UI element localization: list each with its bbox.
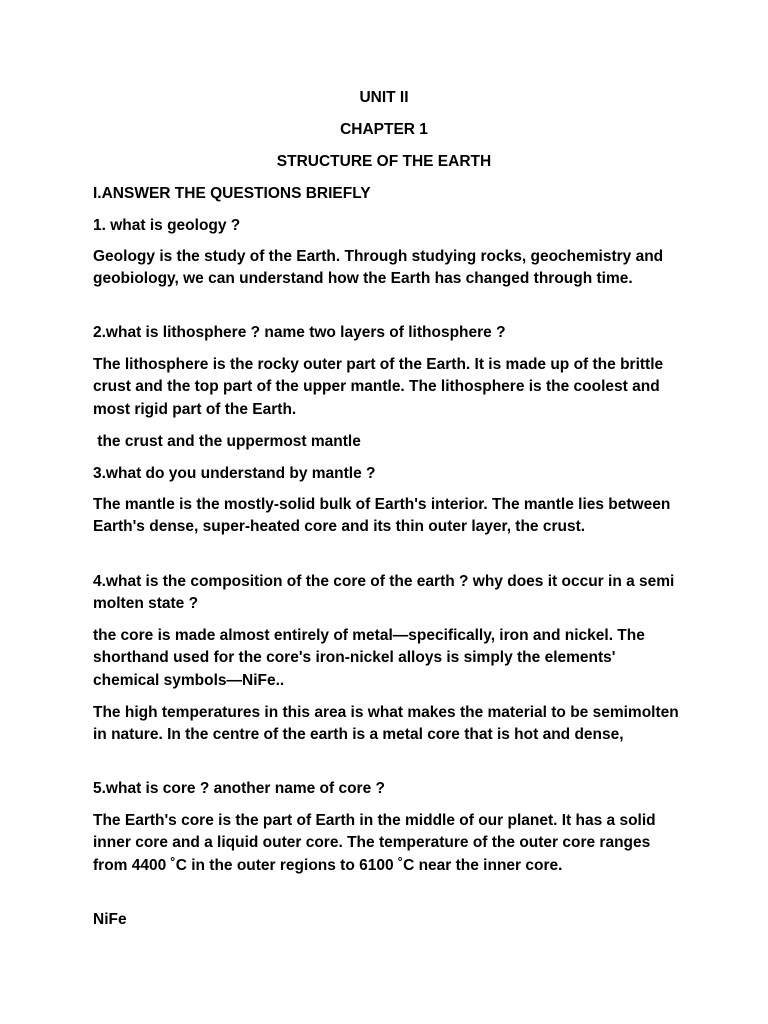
question-1: 1. what is geology ? <box>93 217 241 234</box>
question-3: 3.what do you understand by mantle ? <box>93 465 376 482</box>
chapter-heading: CHAPTER 1 <box>340 121 428 138</box>
answer-5: The Earth's core is the part of Earth in the middle of our planet. It has a solid inner core and a liquid outer core. The temperature of the outer core ranges from 4400 ˚C in the outer regions to 6100 ˚C near the inner core. <box>93 812 656 874</box>
unit-heading: UNIT II <box>359 89 409 106</box>
answer-1: Geology is the study of the Earth. Through studying rocks, geochemistry and geobiology, we can understand how the Earth has changed through time. <box>93 248 664 288</box>
answer-2-layers: the crust and the uppermost mantle <box>93 433 361 450</box>
answer-3: The mantle is the mostly-solid bulk of Earth's interior. The mantle lies between Earth's dense, super-heated core and its thin outer layer, the crust. <box>93 496 671 536</box>
answer-4a: the core is made almost entirely of metal—specifically, iron and nickel. The shorthand used for the core's iron-nickel alloys is simply the elements' chemical symbols—NiFe.. <box>93 627 645 689</box>
answer-5-name: NiFe <box>93 911 127 928</box>
question-5: 5.what is core ? another name of core ? <box>93 780 385 797</box>
page-title: STRUCTURE OF THE EARTH <box>276 153 492 170</box>
answer-4b: The high temperatures in this area is what makes the material to be semimolten in nature. In the centre of the earth is a metal core that is hot and dense, <box>93 704 679 744</box>
question-2: 2.what is lithosphere ? name two layers of lithosphere ? <box>93 324 506 341</box>
question-4: 4.what is the composition of the core of the earth ? why does it occur in a semi molten state ? <box>93 573 675 613</box>
answer-2: The lithosphere is the rocky outer part of the Earth. It is made up of the brittle crust and the top part of the upper mantle. The lithosphere is the coolest and most rigid part of the Earth. <box>93 356 664 418</box>
section-heading: I.ANSWER THE QUESTIONS BRIEFLY <box>93 185 371 202</box>
